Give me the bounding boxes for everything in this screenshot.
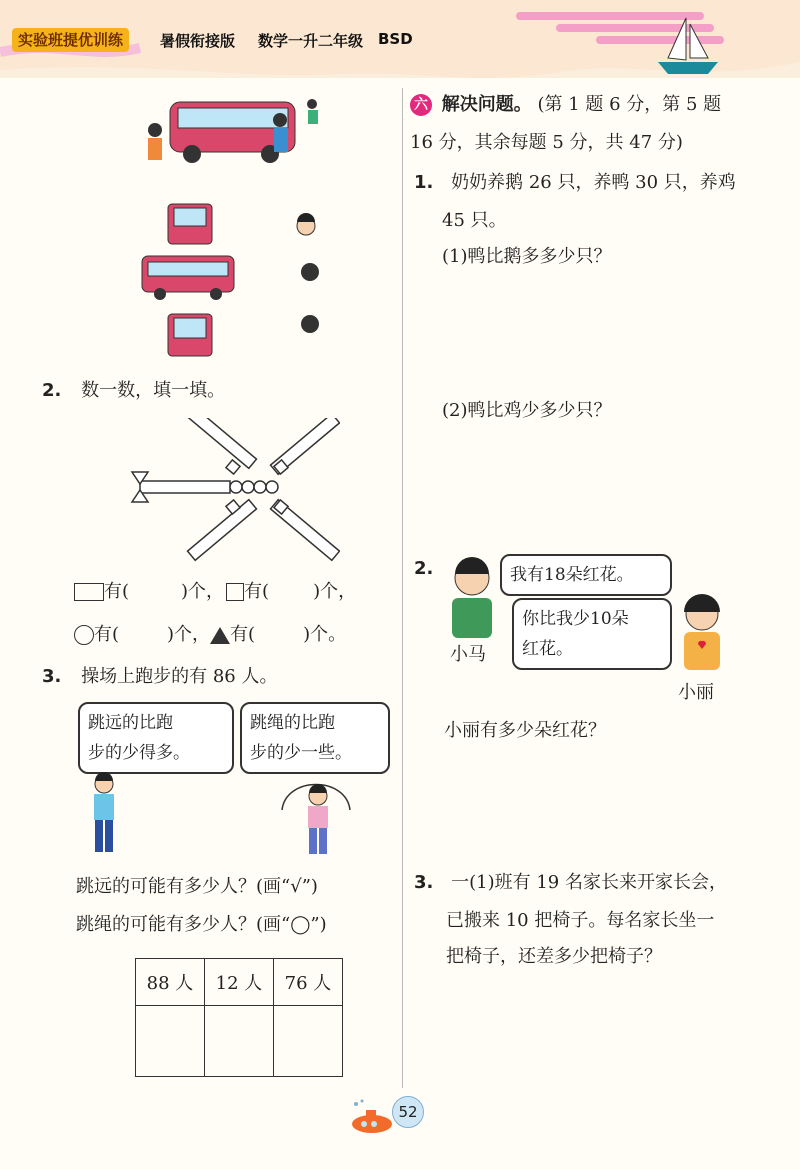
option-76: 76 人 — [274, 959, 343, 1006]
section-title: 解决问题。 — [441, 94, 532, 115]
boy-xiaoma-icon — [440, 556, 504, 640]
arrow-body — [140, 481, 230, 493]
name-xiaoma: 小马 — [450, 644, 486, 665]
column-divider — [402, 88, 403, 1088]
rectangle-icon — [74, 583, 104, 601]
scoring-line-1: (第 1 题 6 分，第 5 题 — [537, 94, 722, 115]
girl-jump-rope-icon — [276, 780, 356, 860]
submarine-icon — [348, 1098, 398, 1138]
girl-xiaoli-icon — [672, 594, 732, 672]
circle-shapes — [230, 481, 278, 493]
answer-cell[interactable] — [136, 1006, 205, 1077]
square-icon — [226, 583, 244, 601]
boy-long-jump-icon — [84, 772, 124, 858]
speech-bubble-rope: 跳绳的比跑 步的少一些。 — [240, 702, 390, 774]
option-12: 12 人 — [205, 959, 274, 1006]
option-88: 88 人 — [136, 959, 205, 1006]
right-q1-line2: 45 只。 — [442, 210, 507, 231]
child-head-icons — [297, 213, 319, 333]
speech-bubble-xiaoma: 我有18朵红花。 — [500, 554, 672, 596]
page-number: 52 — [392, 1096, 424, 1128]
bus-side-view-icon — [142, 256, 234, 300]
bus-front-view-icon — [168, 314, 212, 356]
answer-table — [135, 958, 343, 1077]
right-q1-sub2: (2)鸭比鸡少多少只？ — [442, 400, 612, 421]
speech-bubble-long-jump: 跳远的比跑 步的少得多。 — [78, 702, 234, 774]
right-q1-sub1: (1)鸭比鹅多多少只？ — [442, 246, 612, 267]
speech-bubble-xiaoli: 你比我少10朵 红花。 — [512, 598, 672, 670]
edition-label: 暑假衔接版 — [160, 32, 236, 50]
fill-line-2: 有( )个， 有( )个。 — [74, 620, 346, 650]
left-q3-prompt: 3. 操场上跑步的有 86 人。 — [42, 666, 278, 687]
scoring-line-2: 16 分，其余每题 5 分，共 47 分) — [410, 132, 683, 153]
answer-cell[interactable] — [205, 1006, 274, 1077]
section-title-line — [410, 90, 721, 120]
series-title: 实验班提优训练 — [12, 28, 129, 52]
subject-label: 数学一升二年级 — [258, 32, 364, 50]
fill-line-1: 有( )个， 有( )个， — [74, 577, 356, 607]
right-q2-question: 小丽有多少朵红花？ — [444, 720, 606, 741]
section-badge: 六 — [410, 94, 432, 116]
right-q1-line1: 1. 奶奶养鹅 26 只，养鸭 30 只，养鸡 — [414, 172, 736, 193]
table-header-row — [136, 959, 343, 1006]
circle-icon — [74, 625, 94, 645]
edition-code: BSD — [378, 30, 413, 48]
name-xiaoli: 小丽 — [678, 682, 714, 703]
shape-figure — [128, 418, 340, 564]
bus-views-illustration — [130, 92, 350, 362]
bus-back-view-icon — [168, 204, 212, 244]
right-q3-line3: 把椅子，还差多少把椅子？ — [446, 946, 662, 967]
triangle-icon — [210, 627, 230, 644]
answer-cell[interactable] — [274, 1006, 343, 1077]
long-jump-question: 跳远的可能有多少人？(画“√”) — [76, 876, 318, 897]
answer-row — [136, 1006, 343, 1077]
right-q3-line2: 已搬来 10 把椅子。每名家长坐一 — [446, 910, 715, 931]
bus-scene-icon — [148, 99, 318, 163]
rope-question: 跳绳的可能有多少人？(画“◯”) — [76, 914, 327, 935]
left-q2-prompt: 2. 数一数，填一填。 — [42, 380, 226, 401]
right-q2-number: 2. — [414, 558, 434, 579]
right-q3-line1: 3. 一(1)班有 19 名家长来开家长会， — [414, 872, 727, 893]
